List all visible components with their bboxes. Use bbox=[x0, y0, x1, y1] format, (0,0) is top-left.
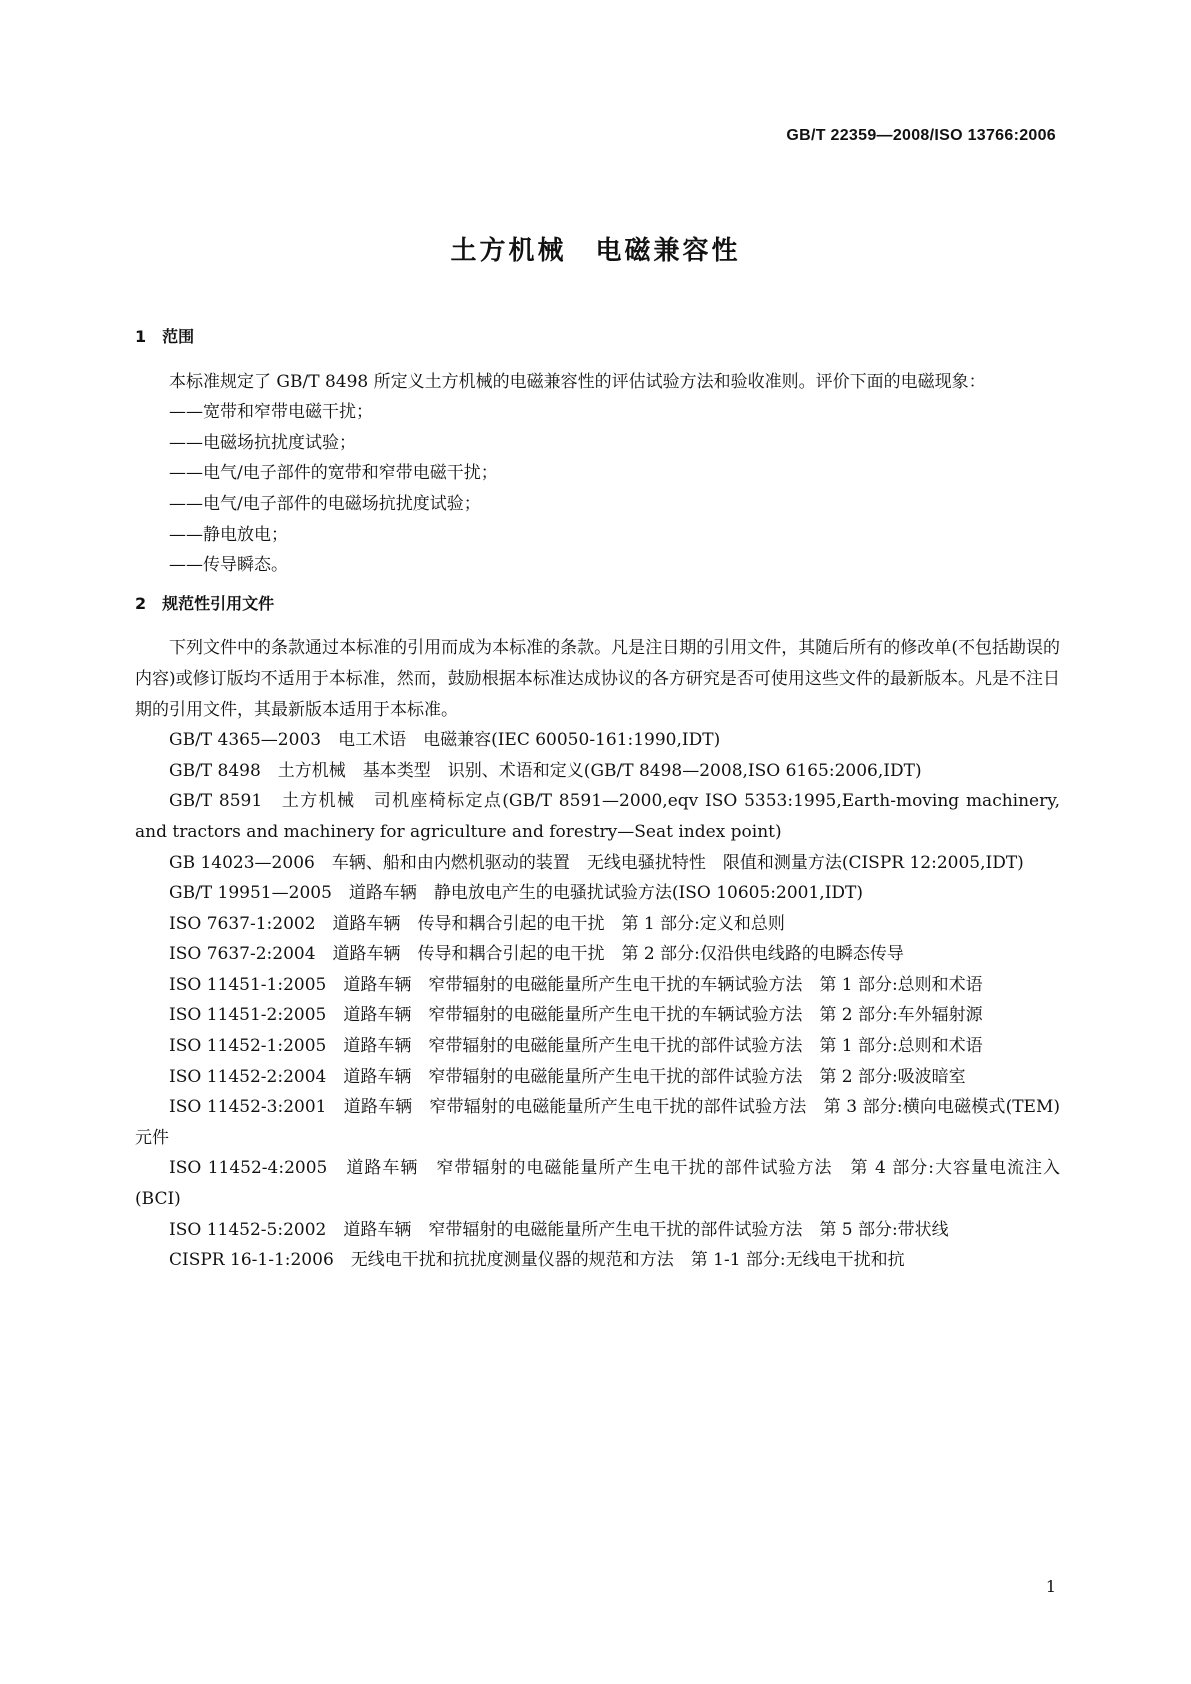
document-title: 土方机械 电磁兼容性 bbox=[450, 236, 741, 266]
phenomenon-item: ——宽带和窄带电磁干扰； bbox=[169, 402, 373, 423]
reference-item: GB/T 8498 土方机械 基本类型 识别、术语和定义(GB/T 8498—2008,ISO 6165:2006,IDT) bbox=[169, 760, 922, 781]
reference-item: GB/T 8591 土方机械 司机座椅标定点(GB/T 8591—2000,eqv ISO 5353:1995,Earth-moving machinery, and tractors and machinery for agriculture and forestry—Seat index point) bbox=[135, 791, 1066, 842]
phenomenon-item: ——静电放电； bbox=[169, 524, 288, 545]
reference-item: ISO 11451-1:2005 道路车辆 窄带辐射的电磁能量所产生电干扰的车辆试验方法 第 1 部分:总则和术语 bbox=[169, 974, 983, 995]
reference-item: GB/T 4365—2003 电工术语 电磁兼容(IEC 60050-161:1990,IDT) bbox=[169, 730, 721, 751]
reference-item: GB/T 19951—2005 道路车辆 静电放电产生的电骚扰试验方法(ISO 10605:2001,IDT) bbox=[169, 883, 864, 904]
reference-item: ISO 11452-1:2005 道路车辆 窄带辐射的电磁能量所产生电干扰的部件试验方法 第 1 部分:总则和术语 bbox=[169, 1036, 983, 1057]
phenomenon-item: ——电磁场抗扰度试验； bbox=[169, 432, 356, 453]
standard-code: GB/T 22359—2008/ISO 13766:2006 bbox=[786, 127, 1056, 144]
section-1-intro: 本标准规定了 GB/T 8498 所定义土方机械的电磁兼容性的评估试验方法和验收准则。评价下面的电磁现象： bbox=[169, 371, 986, 392]
reference-item: CISPR 16-1-1:2006 无线电干扰和抗扰度测量仪器的规范和方法 第 1-1 部分:无线电干扰和抗 bbox=[169, 1250, 905, 1271]
reference-item: ISO 7637-1:2002 道路车辆 传导和耦合引起的电干扰 第 1 部分:定义和总则 bbox=[169, 913, 785, 934]
phenomenon-item: ——传导瞬态。 bbox=[169, 555, 288, 576]
phenomenon-item: ——电气/电子部件的宽带和窄带电磁干扰； bbox=[169, 463, 498, 484]
section-1-heading: 1 范围 bbox=[135, 327, 195, 346]
reference-item: GB 14023—2006 车辆、船和由内燃机驱动的装置 无线电骚扰特性 限值和测量方法(CISPR 12:2005,IDT) bbox=[169, 852, 1024, 873]
reference-item: ISO 7637-2:2004 道路车辆 传导和耦合引起的电干扰 第 2 部分:仅沿供电线路的电瞬态传导 bbox=[169, 944, 904, 965]
reference-item: ISO 11451-2:2005 道路车辆 窄带辐射的电磁能量所产生电干扰的车辆试验方法 第 2 部分:车外辐射源 bbox=[169, 1005, 983, 1026]
page-number: 1 bbox=[1045, 1577, 1056, 1596]
reference-item: ISO 11452-2:2004 道路车辆 窄带辐射的电磁能量所产生电干扰的部件试验方法 第 2 部分:吸波暗室 bbox=[169, 1066, 966, 1087]
reference-item: ISO 11452-3:2001 道路车辆 窄带辐射的电磁能量所产生电干扰的部件试验方法 第 3 部分:横向电磁模式(TEM)元件 bbox=[135, 1097, 1060, 1148]
phenomenon-item: ——电气/电子部件的电磁场抗扰度试验； bbox=[169, 493, 481, 514]
reference-item: ISO 11452-5:2002 道路车辆 窄带辐射的电磁能量所产生电干扰的部件试验方法 第 5 部分:带状线 bbox=[169, 1219, 949, 1240]
document-body bbox=[135, 322, 1066, 1276]
reference-item: ISO 11452-4:2005 道路车辆 窄带辐射的电磁能量所产生电干扰的部件试验方法 第 4 部分:大容量电流注入(BCI) bbox=[135, 1158, 1060, 1210]
section-2-intro: 下列文件中的条款通过本标准的引用而成为本标准的条款。凡是注日期的引用文件，其随后所有的修改单(不包括勘误的内容)或修订版均不适用于本标准，然而，鼓励根据本标准达成协议的各方研究是否可使用这些文件的最新版本。凡是不注日期的引用文件，其最新版本适用于本标准。 bbox=[135, 638, 1060, 720]
section-2-heading: 2 规范性引用文件 bbox=[135, 593, 275, 613]
